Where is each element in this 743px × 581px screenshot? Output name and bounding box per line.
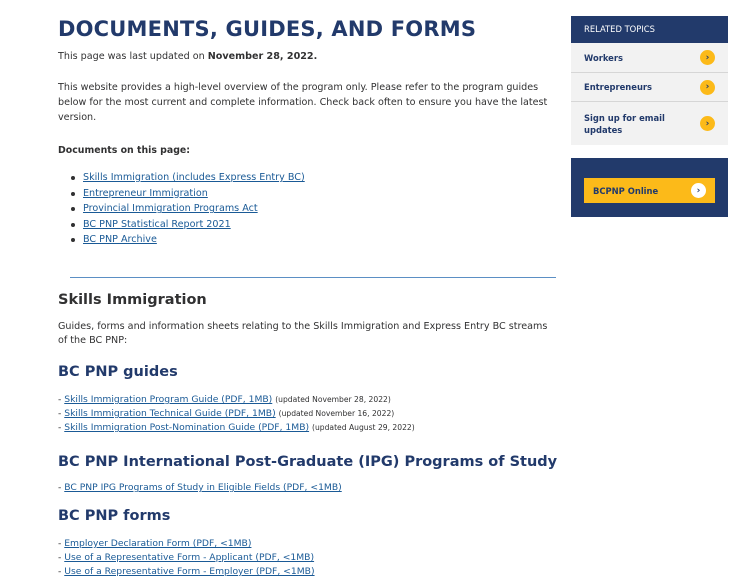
related-topic-workers[interactable] — [571, 43, 728, 73]
dash: - — [58, 538, 65, 549]
doc-link-archive[interactable]: BC PNP Archive — [83, 234, 157, 246]
list-item — [58, 537, 315, 551]
section-title-skills: Skills Immigration — [58, 292, 207, 308]
list-item — [58, 551, 315, 565]
ipg-list — [58, 481, 342, 495]
doc-link-entrepreneur-immigration[interactable]: Entrepreneur Immigration — [83, 187, 208, 199]
list-item — [58, 170, 305, 186]
list-item — [58, 481, 342, 495]
related-topic-label: Entrepreneurs — [584, 82, 653, 92]
subheading-guides: BC PNP guides — [58, 364, 178, 380]
related-topic-label: Workers — [584, 52, 623, 63]
related-topic-entrepreneurs[interactable] — [571, 73, 728, 102]
related-topic-label: Sign up for email updates — [584, 112, 665, 135]
bcpnp-online-button[interactable] — [584, 178, 715, 203]
form-link-representative-applicant[interactable]: Use of a Representative Form - Applicant (PDF, <1MB) — [64, 552, 315, 563]
bcpnp-online-label: BCPNP Online — [593, 185, 659, 196]
documents-list — [58, 170, 305, 248]
last-updated — [58, 51, 317, 62]
dash: - — [58, 394, 65, 405]
chevron-right-icon: › — [691, 183, 706, 198]
page-title: DOCUMENTS, GUIDES, AND FORMS — [58, 17, 477, 41]
dash: - — [58, 482, 65, 493]
doc-link-statistical-report[interactable]: BC PNP Statistical Report 2021 — [83, 218, 231, 230]
intro-text: This website provides a high-level overview of the program only. Please refer to the program guides below for the most current and complete information. Check back often to ensure you have the latest version. — [58, 82, 548, 123]
doc-link-skills-immigration[interactable]: Skills Immigration (includes Express Entry BC) — [83, 172, 305, 183]
list-item — [58, 201, 305, 217]
guide-link-technical[interactable]: Skills Immigration Technical Guide (PDF, 1MB) — [64, 408, 276, 419]
last-updated-date: November 28, 2022. — [207, 51, 318, 62]
related-topics — [571, 16, 728, 145]
updated-note: (updated August 29, 2022) — [312, 423, 415, 432]
chevron-right-icon: › — [700, 80, 715, 95]
chevron-right-icon: › — [700, 50, 715, 65]
section-description: Guides, forms and information sheets relating to the Skills Immigration and Express Entry BC streams of the BC PNP: — [58, 321, 548, 346]
list-item — [58, 407, 415, 421]
last-updated-prefix: This page was last updated on — [58, 51, 208, 62]
doc-link-provincial-act[interactable]: Provincial Immigration Programs Act — [83, 203, 258, 215]
list-item — [58, 421, 415, 435]
guide-link-program[interactable]: Skills Immigration Program Guide (PDF, 1MB) — [64, 394, 273, 405]
dash: - — [58, 422, 65, 433]
subheading-forms: BC PNP forms — [58, 508, 171, 524]
dash: - — [58, 552, 65, 563]
list-item — [58, 186, 305, 202]
sidebar — [571, 16, 728, 217]
list-item — [58, 232, 305, 248]
updated-note: (updated November 28, 2022) — [275, 395, 391, 404]
section-divider — [70, 277, 556, 278]
dash: - — [58, 408, 65, 419]
guides-list — [58, 393, 415, 435]
list-item — [58, 393, 415, 407]
forms-list — [58, 537, 315, 579]
related-topic-email-updates[interactable] — [571, 102, 728, 145]
list-item — [58, 565, 315, 579]
guide-link-post-nomination[interactable]: Skills Immigration Post-Nomination Guide (PDF, 1MB) — [64, 422, 310, 433]
related-topics-header: RELATED TOPICS — [571, 16, 728, 43]
chevron-right-icon: › — [700, 116, 715, 131]
subheading-ipg: BC PNP International Post-Graduate (IPG) Programs of Study — [58, 454, 558, 470]
form-link-employer-declaration[interactable]: Employer Declaration Form (PDF, <1MB) — [64, 538, 252, 549]
dash: - — [58, 566, 65, 577]
updated-note: (updated November 16, 2022) — [278, 409, 395, 418]
list-item — [58, 217, 305, 233]
online-panel — [571, 158, 728, 217]
documents-heading: Documents on this page: — [58, 145, 191, 156]
ipg-link-programs-of-study[interactable]: BC PNP IPG Programs of Study in Eligible Fields (PDF, <1MB) — [64, 482, 342, 493]
form-link-representative-employer[interactable]: Use of a Representative Form - Employer (PDF, <1MB) — [64, 566, 315, 577]
